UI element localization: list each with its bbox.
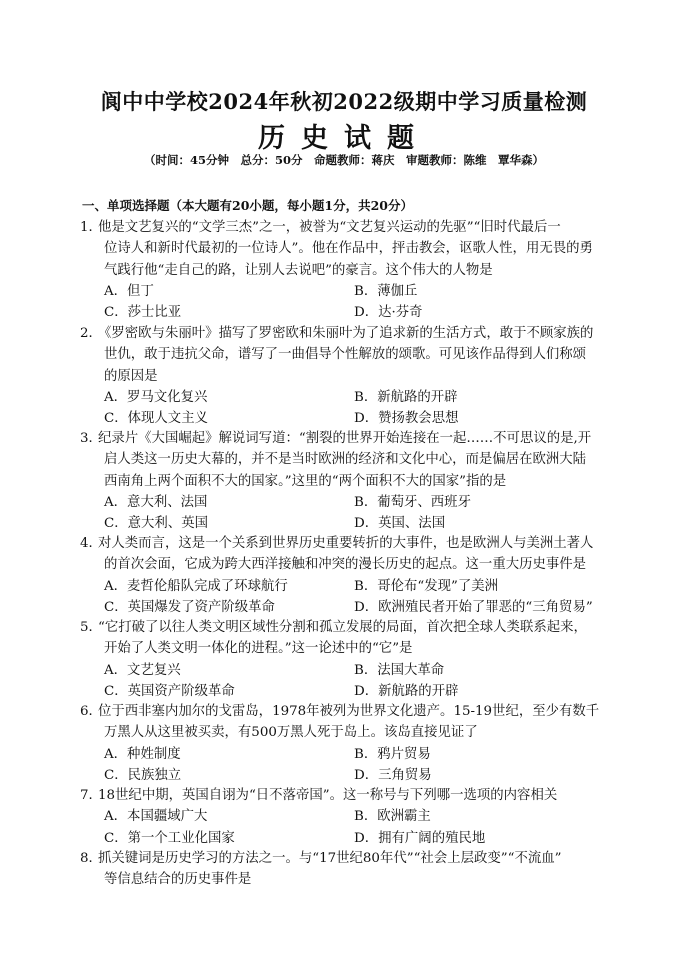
question-text-line: 的原因是 [104,368,158,384]
option-a: A．种姓制度 [104,746,181,762]
question-text-line: 世仇，敢于违抗父命，谱写了一曲倡导个性解放的颂歌。可见该作品得到人们称颂 [104,347,587,363]
option-d: D．三角贸易 [354,767,432,783]
question-text-line: 启人类这一历史大幕的，并不是当时欧洲的经济和文化中心，而是偏居在欧洲大陆 [104,452,587,468]
question-text-line: 西南角上两个面积不大的国家。”这里的“两个面积不大的国家”指的是 [104,473,507,489]
question-text-line: 抓关键词是历史学习的方法之一。与“17世纪80年代”“社会上层政变”“不流血” [98,851,562,866]
subject-title: 历史试题 [258,123,430,154]
option-d: D．拥有广阔的殖民地 [354,830,486,846]
option-a: A．罗马文化复兴 [104,389,208,405]
option-c: C．意大利、英国 [104,516,208,532]
option-a: A．文艺复兴 [104,662,181,678]
option-b: B．新航路的开辟 [354,389,458,405]
option-d: D．欧洲殖民者开始了罪恶的“三角贸易” [354,599,593,615]
exam-meta-info: （时间：45分钟 总分：50分 命题教师：蒋庆 审题教师：陈维 覃华森） [143,153,544,167]
option-b: B．法国大革命 [354,662,445,678]
option-d: D．英国、法国 [354,516,446,532]
option-c: C．民族独立 [104,767,182,783]
question-number: 7． [80,788,102,803]
option-a: A．意大利、法国 [104,494,208,510]
question-3 [80,428,620,534]
question-number: 8． [80,851,102,866]
option-d: D．新航路的开辟 [354,683,459,699]
option-c: C．英国资产阶级革命 [104,683,235,699]
question-number: 1． [80,220,102,235]
question-text-line: 对人类而言，这是一个关系到世界历史重要转折的大事件，也是欧洲人与美洲土著人 [98,536,594,551]
option-b: B．哥伦布“发现”了美洲 [354,578,499,594]
option-b: B．欧洲霸主 [354,809,431,825]
question-1 [80,217,620,323]
question-number: 4． [80,536,102,551]
section-heading: 一、单项选择题（本大题有20小题，每小题1分，共20分） [82,198,413,213]
option-a: A．但丁 [104,283,154,299]
question-text-line: 18世纪中期，英国自诩为“日不落帝国”。这一称号与下列哪一选项的内容相关 [98,788,558,803]
question-text-line: 的首次会面，它成为跨大西洋接触和冲突的漫长历史的起点。这一重大历史事件是 [104,557,587,573]
question-text-line: 他是文艺复兴的“文学三杰”之一，被誉为“文艺复兴运动的先驱”“旧时代最后一 [98,220,561,235]
option-c: C．体现人文主义 [104,411,208,427]
question-2 [80,323,620,429]
option-a: A．本国疆域广大 [104,809,208,825]
option-b: B．薄伽丘 [354,283,418,299]
option-d: D．赞扬教会思想 [354,411,459,427]
question-text-line: “它打破了以往人类文明区域性分割和孤立发展的局面，首次把全球人类联系起来， [98,620,587,635]
question-text-line: 位诗人和新时代最初的一位诗人”。他在作品中，抨击教会，讴歌人性，用无畏的勇 [104,241,593,257]
question-text-line: 位于西非塞内加尔的戈雷岛，1978年被列为世界文化遗产。15-19世纪，至少有数千 [98,704,600,719]
question-4 [80,533,620,618]
option-b: B．鸦片贸易 [354,746,431,762]
question-7 [80,785,620,849]
question-number: 5． [80,620,102,635]
option-c: C．英国爆发了资产阶级革命 [104,599,275,615]
question-text-line: 纪录片《大国崛起》解说词写道：“割裂的世界开始连接在一起……不可思议的是,开 [98,431,592,446]
question-text-line: 气践行他“走自己的路，让别人去说吧”的豪言。这个伟大的人物是 [104,262,493,278]
question-5 [80,617,620,702]
option-d: D．达·芬奇 [354,305,423,321]
option-b: B．葡萄牙、西班牙 [354,494,471,510]
option-c: C．莎士比亚 [104,305,182,321]
question-text-line: 《罗密欧与朱丽叶》描写了罗密欧和朱丽叶为了追求新的生活方式，敢于不顾家族的 [98,326,594,341]
option-a: A．麦哲伦船队完成了环球航行 [104,578,288,594]
question-number: 2． [80,326,102,341]
question-text-line: 等信息结合的历史事件是 [104,872,252,888]
question-6 [80,701,620,786]
exam-title: 阆中中学校2024年秋初2022级期中学习质量检测 [100,89,588,114]
question-number: 3． [80,431,102,446]
question-8 [80,848,620,891]
question-number: 6． [80,704,102,719]
option-c: C．第一个工业化国家 [104,830,235,846]
question-text-line: 开始了人类文明一体化的进程。”这一论述中的“它”是 [104,641,413,657]
question-text-line: 万黑人从这里被买卖，有500万黑人死于岛上。该岛直接见证了 [104,725,478,741]
